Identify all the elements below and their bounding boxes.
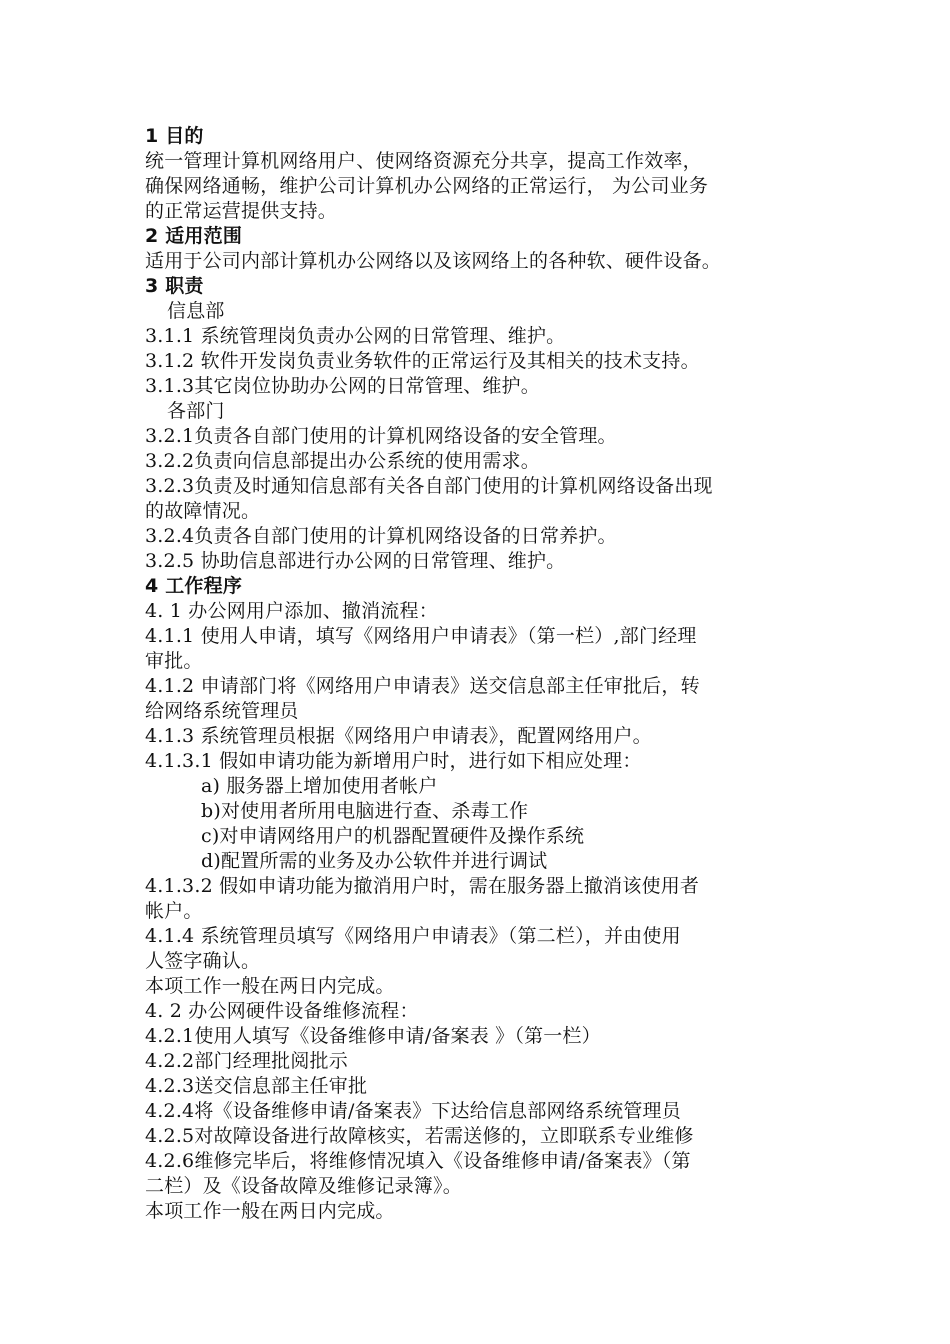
list-item: b)对使用者所用电脑进行查、杀毒工作 [201, 800, 529, 822]
subsection-label: 各部门 [167, 400, 225, 422]
section-heading: 1 目的 [145, 125, 204, 147]
paragraph-line: 3.2.3负责及时通知信息部有关各自部门使用的计算机网络设备出现 [145, 475, 713, 497]
paragraph-line: 4.2.2部门经理批阅批示 [145, 1050, 348, 1072]
paragraph-line: 确保网络通畅，维护公司计算机办公网络的正常运行， 为公司业务 [145, 175, 709, 197]
paragraph-line: 3.1.2 软件开发岗负责业务软件的正常运行及其相关的技术支持。 [145, 350, 700, 372]
paragraph-line: 本项工作一般在两日内完成。 [145, 1200, 395, 1222]
paragraph-line: 3.2.4负责各自部门使用的计算机网络设备的日常养护。 [145, 525, 617, 547]
list-item: c)对申请网络用户的机器配置硬件及操作系统 [201, 825, 585, 847]
paragraph-line: 二栏）及《设备故障及维修记录簿》。 [145, 1175, 462, 1197]
paragraph-line: 人签字确认。 [145, 950, 261, 972]
paragraph-line: 3.2.1负责各自部门使用的计算机网络设备的安全管理。 [145, 425, 617, 447]
section-heading: 4 工作程序 [145, 575, 243, 597]
paragraph-line: 4.2.6维修完毕后，将维修情况填入《设备维修申请/备案表》（第 [145, 1150, 691, 1172]
paragraph-line: 4.1.3.1 假如申请功能为新增用户时，进行如下相应处理： [145, 750, 642, 772]
paragraph-line: 4.1.3 系统管理员根据《网络用户申请表》，配置网络用户。 [145, 725, 652, 747]
paragraph-line: 4.1.3.2 假如申请功能为撤消用户时，需在服务器上撤消该使用者 [145, 875, 700, 897]
paragraph-line: 4. 2 办公网硬件设备维修流程： [145, 1000, 419, 1022]
paragraph-line: 3.1.1 系统管理岗负责办公网的日常管理、维护。 [145, 325, 566, 347]
paragraph-line: 帐户。 [145, 900, 203, 922]
section-heading: 2 适用范围 [145, 225, 243, 247]
paragraph-line: 的故障情况。 [145, 500, 261, 522]
paragraph-line: 3.2.5 协助信息部进行办公网的日常管理、维护。 [145, 550, 566, 572]
subsection-label: 信息部 [167, 300, 225, 322]
paragraph-line: 3.1.3其它岗位协助办公网的日常管理、维护。 [145, 375, 540, 397]
paragraph-line: 4.1.2 申请部门将《网络用户申请表》送交信息部主任审批后，转 [145, 675, 700, 697]
paragraph-line: 本项工作一般在两日内完成。 [145, 975, 395, 997]
paragraph-line: 4.2.1使用人填写《设备维修申请/备案表 》（第一栏） [145, 1025, 601, 1047]
paragraph-line: 给网络系统管理员 [145, 700, 299, 722]
section-heading: 3 职责 [145, 275, 204, 297]
list-item: a) 服务器上增加使用者帐户 [201, 775, 438, 797]
paragraph-line: 的正常运营提供支持。 [145, 200, 338, 222]
list-item: d)配置所需的业务及办公软件并进行调试 [201, 850, 548, 872]
paragraph-line: 3.2.2负责向信息部提出办公系统的使用需求。 [145, 450, 540, 472]
paragraph-line: 统一管理计算机网络用户、使网络资源充分共享，提高工作效率， [145, 150, 702, 172]
document-body [145, 124, 815, 1224]
paragraph-line: 适用于公司内部计算机办公网络以及该网络上的各种软、硬件设备。 [145, 250, 722, 272]
paragraph-line: 4.2.3送交信息部主任审批 [145, 1075, 368, 1097]
paragraph-line: 审批。 [145, 650, 203, 672]
paragraph-line: 4.2.4将《设备维修申请/备案表》下达给信息部网络系统管理员 [145, 1100, 681, 1122]
paragraph-line: 4. 1 办公网用户添加、撤消流程： [145, 600, 438, 622]
paragraph-line: 4.1.4 系统管理员填写《网络用户申请表》（第二栏），并由使用 [145, 925, 681, 947]
paragraph-line: 4.1.1 使用人申请，填写《网络用户申请表》（第一栏）,部门经理 [145, 625, 697, 647]
paragraph-line: 4.2.5对故障设备进行故障核实，若需送修的，立即联系专业维修 [145, 1125, 694, 1147]
